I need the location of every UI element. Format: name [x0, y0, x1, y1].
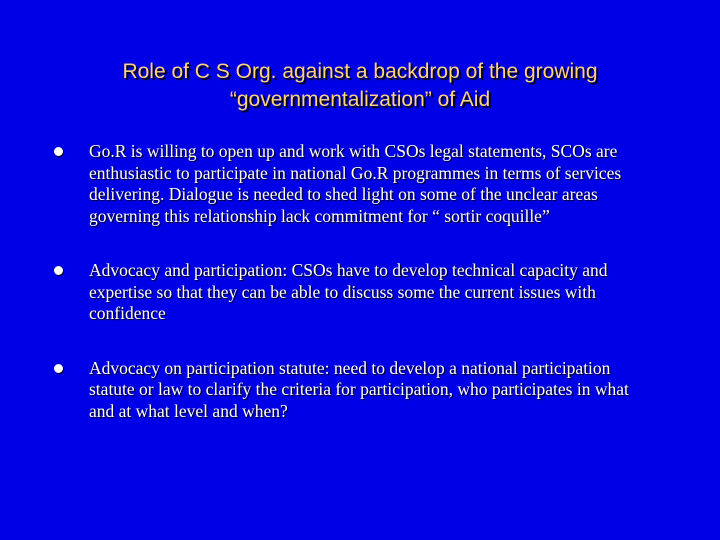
slide-title-line-2: “governmentalization” of Aid: [229, 88, 491, 111]
bullet-text-1: Go.R is willing to open up and work with CSOs legal statements, SCOs are enthusiastic to participate in national Go.R programmes in terms of services delivering. Dialogue is needed to shed light on some of the unclear areas governing this relationship lack commitment for “ sortir coquille”: [89, 141, 622, 226]
bullet-dot-icon: [54, 266, 63, 275]
slide-title-line-1: Role of C S Org. against a backdrop of the growing: [122, 60, 598, 83]
bullet-item-2: [52, 260, 652, 325]
bullet-dot-icon: [54, 147, 63, 156]
bullet-item-1: [52, 141, 652, 227]
bullet-text-3: Advocacy on participation statute: need to develop a national participation statute or law to clarify the criteria for participation, who participates in what and at what level and when?: [89, 357, 629, 421]
bullet-item-3: [52, 358, 652, 423]
bullet-text-2: Advocacy and participation: CSOs have to develop technical capacity and expertise so that they can be able to discuss some the current issues with confidence: [89, 260, 608, 323]
bullet-dot-icon: [54, 364, 63, 373]
slide-title: [40, 58, 680, 114]
bullet-list: [52, 141, 652, 422]
